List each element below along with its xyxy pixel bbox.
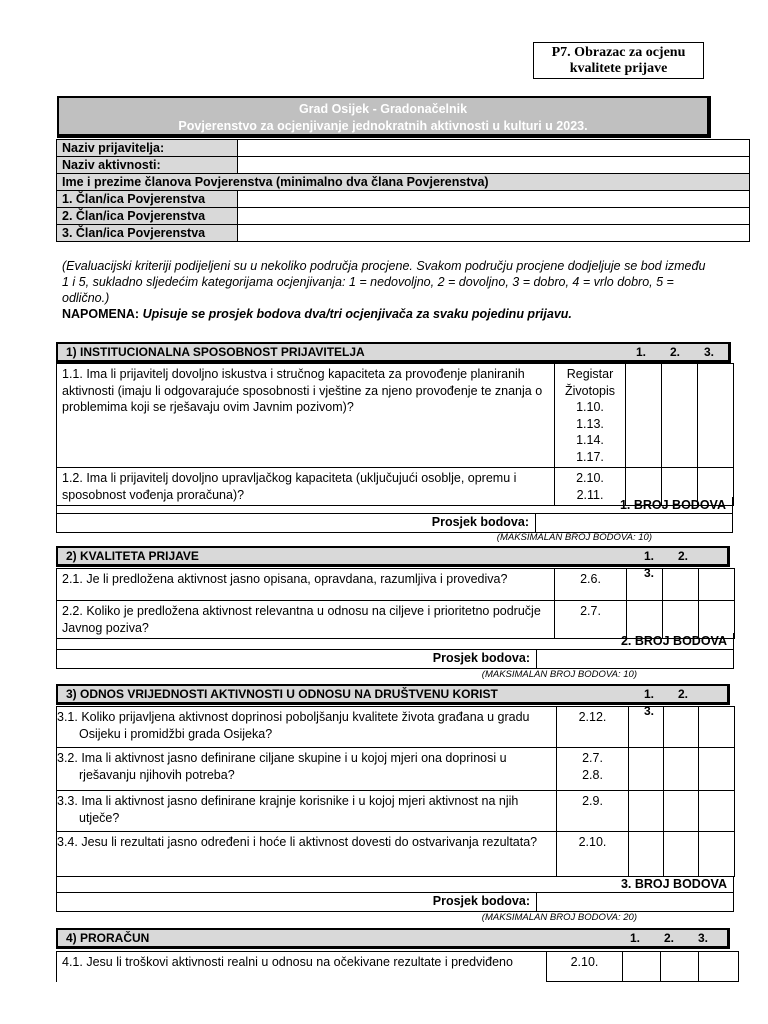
score-col-3: 3. bbox=[697, 931, 708, 945]
score-cell-3[interactable] bbox=[699, 569, 735, 601]
info-table bbox=[56, 139, 750, 242]
section-1-title: 1) INSTITUCIONALNA SPOSOBNOST PRIJAVITELJA bbox=[66, 345, 365, 359]
score-col-1: 1. bbox=[629, 931, 640, 945]
criterion-text: 1.1. Ima li prijavitelj dovoljno iskustva i stručnog kapaciteta za provođenje planiranih aktivnosti (imaju li odgovarajuće sposobnosti i vještine za njeno provođenje te znanja o problemima koji se rješavaju ovim Javnim pozivom)? bbox=[57, 364, 555, 468]
score-cell-1[interactable] bbox=[627, 569, 663, 601]
member3-label: 3. Član/ica Povjerenstva bbox=[57, 225, 238, 242]
score-col-1: 1. bbox=[635, 345, 646, 359]
score-col-2: 2. bbox=[663, 931, 674, 945]
member2-field[interactable] bbox=[238, 208, 750, 225]
member1-field[interactable] bbox=[238, 191, 750, 208]
note-text: Upisuje se prosjek bodova dva/tri ocjenjivača za svaku pojedinu prijavu. bbox=[142, 307, 572, 321]
section-2-title: 2) KVALITETA PRIJAVE bbox=[66, 549, 199, 563]
score-col-2: 2. bbox=[669, 345, 680, 359]
member2-label: 2. Član/ica Povjerenstva bbox=[57, 208, 238, 225]
info-row-applicant bbox=[57, 140, 750, 157]
score-cell-3[interactable] bbox=[699, 832, 735, 877]
form-code-box bbox=[533, 42, 704, 79]
section-1-sum-row: 1. BROJ BODOVA bbox=[56, 497, 733, 514]
section-2-sum-row: 2. BROJ BODOVA bbox=[56, 633, 734, 650]
criterion-refs bbox=[557, 832, 629, 877]
average-label: Prosjek bodova: bbox=[432, 894, 530, 908]
section-1-average-row bbox=[56, 514, 733, 533]
banner-line2: Povjerenstvo za ocjenjivanje jednokratnih aktivnosti u kulturi u 2023. bbox=[178, 119, 588, 133]
activity-field[interactable] bbox=[238, 157, 750, 174]
ref-item: 2.10. bbox=[570, 955, 599, 969]
section-4-header bbox=[56, 928, 730, 949]
section-1-header bbox=[56, 342, 731, 363]
score-cell-2[interactable] bbox=[661, 952, 699, 982]
score-cell-1[interactable] bbox=[629, 748, 664, 791]
score-cell-1[interactable] bbox=[629, 832, 664, 877]
ref-item: 1.10. bbox=[576, 400, 604, 414]
score-col-1: 1. bbox=[643, 687, 654, 701]
criterion-refs bbox=[557, 707, 629, 748]
score-cell-2[interactable] bbox=[664, 748, 699, 791]
ref-item: 2.9. bbox=[582, 794, 603, 808]
criterion-text: 3.3. Ima li aktivnost jasno definirane krajnje korisnike i u kojoj mjeri aktivnost na njih utječe? bbox=[57, 791, 557, 832]
ref-item: Registar bbox=[566, 367, 614, 381]
ref-item: 1.17. bbox=[576, 449, 604, 464]
criterion-row-4-1 bbox=[57, 952, 739, 982]
average-label: Prosjek bodova: bbox=[432, 651, 530, 665]
criterion-text: 3.1. Koliko prijavljena aktivnost doprinosi poboljšanju kvalitete života građana u gradu Osijeku i promidžbi grada Osijeka? bbox=[57, 707, 557, 748]
average-field[interactable] bbox=[535, 513, 733, 533]
banner-line1: Grad Osijek - Gradonačelnik bbox=[298, 102, 468, 116]
score-cell-2[interactable] bbox=[664, 707, 699, 748]
ref-item: 1.13. bbox=[576, 416, 604, 431]
ref-item: 1.14. bbox=[576, 433, 604, 447]
score-cell-3[interactable] bbox=[699, 952, 739, 982]
committee-label: Ime i prezime članova Povjerenstva (minimalno dva člana Povjerenstva) bbox=[57, 174, 750, 191]
score-cell-2[interactable] bbox=[662, 364, 698, 468]
criterion-refs bbox=[555, 569, 627, 601]
ref-item: 2.11. bbox=[576, 487, 604, 502]
average-field[interactable] bbox=[536, 892, 734, 912]
section-1-table bbox=[56, 363, 734, 506]
score-col-2: 2. bbox=[677, 687, 688, 701]
section-3-title: 3) ODNOS VRIJEDNOSTI AKTIVNOSTI U ODNOSU NA DRUŠTVENU KORIST bbox=[66, 687, 498, 701]
applicant-field[interactable] bbox=[238, 140, 750, 157]
note-paragraph bbox=[62, 306, 712, 322]
ref-item: 2.6. bbox=[580, 572, 601, 586]
score-cell-1[interactable] bbox=[629, 791, 664, 832]
ref-item: 2.10. bbox=[578, 835, 607, 849]
criterion-text: 4.1. Jesu li troškovi aktivnosti realni u odnosu na očekivane rezultate i predviđeno bbox=[57, 952, 547, 982]
ref-item: 2.8. bbox=[582, 767, 603, 782]
member1-label: 1. Član/ica Povjerenstva bbox=[57, 191, 238, 208]
criterion-text: 2.1. Je li predložena aktivnost jasno opisana, opravdana, razumljiva i provediva? bbox=[57, 569, 555, 601]
score-col-3: 3. bbox=[643, 704, 654, 718]
criterion-refs bbox=[547, 952, 623, 982]
activity-label: Naziv aktivnosti: bbox=[57, 157, 238, 174]
criterion-refs bbox=[557, 791, 629, 832]
section-3-table bbox=[56, 706, 735, 877]
note-label: NAPOMENA: bbox=[62, 307, 140, 321]
average-field[interactable] bbox=[536, 649, 734, 669]
score-col-1: 1. bbox=[643, 549, 654, 563]
score-cell-1[interactable] bbox=[626, 364, 662, 468]
section-3-average-row bbox=[56, 893, 734, 912]
score-cell-3[interactable] bbox=[699, 748, 735, 791]
criterion-row-1-1 bbox=[57, 364, 734, 468]
intro-text: (Evaluacijski kriteriji podijeljeni su u nekoliko područja procjene. Svakom području procjene dodjeljuje se bod između 1 i 5, sukladno sljedećim kategorijama ocjenjivanja: 1 = nedovoljno, 2 = dovoljno, 3 = dobro, 4 = vrlo dobro, 5 = odlično.) bbox=[62, 259, 706, 305]
title-banner bbox=[57, 96, 711, 138]
score-col-3: 3. bbox=[703, 345, 714, 359]
section-3-sum-row: 3. BROJ BODOVA bbox=[56, 876, 734, 893]
score-cell-1[interactable] bbox=[623, 952, 661, 982]
ref-item: 2.7. bbox=[582, 751, 603, 765]
info-row-activity bbox=[57, 157, 750, 174]
info-row-member2 bbox=[57, 208, 750, 225]
section-2-max-note: (MAKSIMALAN BROJ BODOVA: 10) bbox=[481, 669, 637, 680]
info-row-member3 bbox=[57, 225, 750, 242]
applicant-label: Naziv prijavitelja: bbox=[57, 140, 238, 157]
section-4-table bbox=[56, 951, 739, 982]
score-cell-1[interactable] bbox=[629, 707, 664, 748]
criterion-row-3-2 bbox=[57, 748, 735, 791]
score-cell-3[interactable] bbox=[699, 707, 735, 748]
member3-field[interactable] bbox=[238, 225, 750, 242]
score-cell-2[interactable] bbox=[664, 832, 699, 877]
score-cell-3[interactable] bbox=[699, 791, 735, 832]
ref-item: 2.7. bbox=[580, 604, 601, 618]
section-1-max-note: (MAKSIMALAN BROJ BODOVA: 10) bbox=[496, 532, 652, 543]
section-4-title: 4) PRORAČUN bbox=[66, 931, 150, 945]
average-label: Prosjek bodova: bbox=[431, 515, 529, 529]
section-3-max-note: (MAKSIMALAN BROJ BODOVA: 20) bbox=[481, 912, 637, 923]
score-cell-2[interactable] bbox=[663, 569, 699, 601]
score-cell-3[interactable] bbox=[698, 364, 734, 468]
criterion-text: 3.4. Jesu li rezultati jasno određeni i hoće li aktivnost dovesti do ostvarivanja rezultata? bbox=[57, 832, 557, 877]
criterion-refs bbox=[557, 748, 629, 791]
ref-item: Životopis bbox=[564, 383, 616, 398]
ref-item: 2.12. bbox=[578, 710, 607, 724]
criterion-row-3-3 bbox=[57, 791, 735, 832]
criterion-text: 3.2. Ima li aktivnost jasno definirane ciljane skupine i u kojoj mjeri ona doprinosi u rješavanju njihovih potreba? bbox=[57, 748, 557, 791]
section-4-score-cols bbox=[618, 930, 720, 947]
form-code-line2: kvalitete prijave bbox=[569, 61, 668, 76]
criterion-refs bbox=[555, 364, 626, 468]
section-2-average-row bbox=[56, 650, 734, 669]
form-code-line1: P7. Obrazac za ocjenu bbox=[551, 45, 686, 60]
criterion-text: 1.2. Ima li prijavitelj dovoljno upravljačkog kapaciteta (uključujući osoblje, opremu i sposobnost vođenja proračuna)? bbox=[57, 468, 555, 506]
score-col-3: 3. bbox=[643, 566, 654, 580]
score-cell-2[interactable] bbox=[664, 791, 699, 832]
criterion-row-2-1 bbox=[57, 569, 735, 601]
score-col-2: 2. bbox=[677, 549, 688, 563]
info-row-committee bbox=[57, 174, 750, 191]
criterion-row-3-1 bbox=[57, 707, 735, 748]
criterion-row-3-4 bbox=[57, 832, 735, 877]
info-row-member1 bbox=[57, 191, 750, 208]
ref-item: 2.10. bbox=[576, 471, 604, 485]
section-2-table bbox=[56, 568, 735, 639]
section-1-score-cols bbox=[624, 344, 726, 361]
criterion-text: 2.2. Koliko je predložena aktivnost relevantna u odnosu na ciljeve i prioritetno područje Javnog poziva? bbox=[57, 601, 555, 639]
